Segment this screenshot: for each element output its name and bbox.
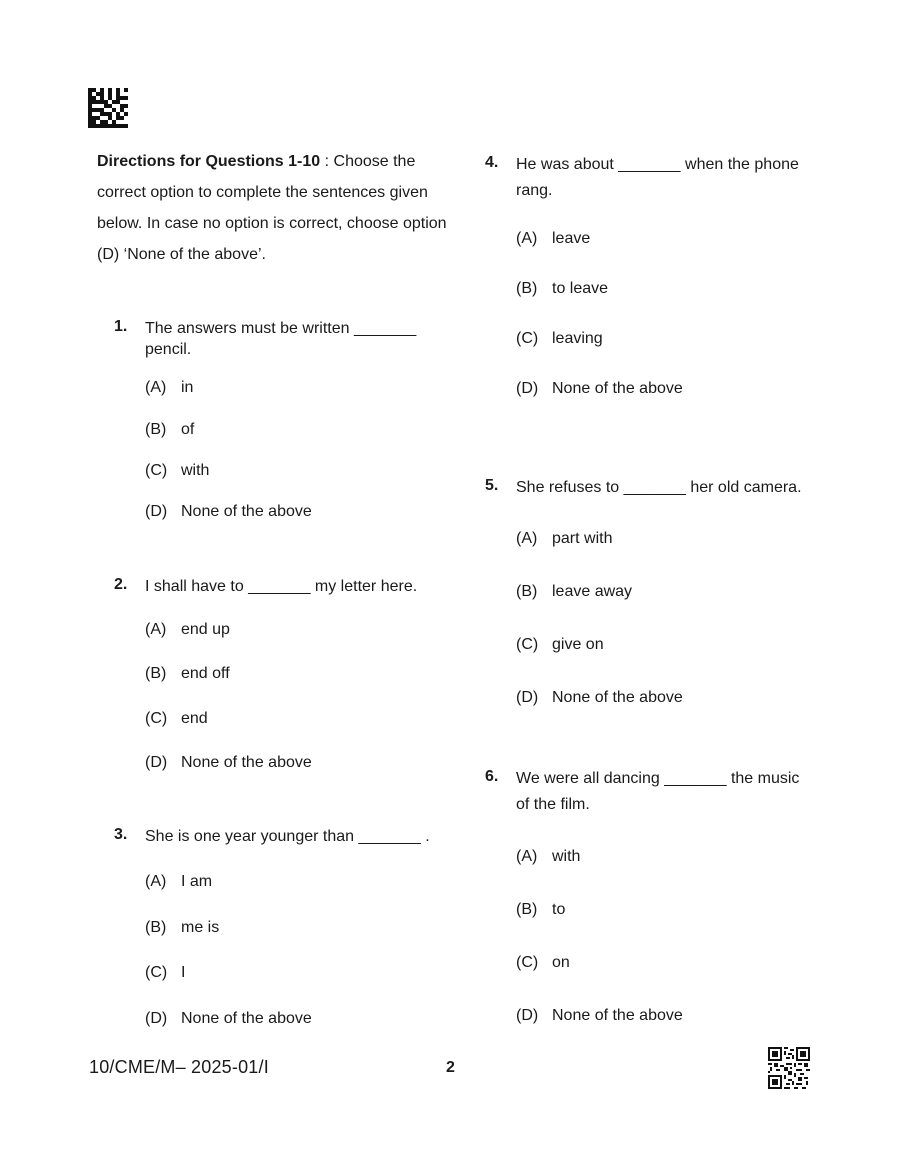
option-text-d: None of the above (552, 380, 683, 397)
option-label-a: (A) (145, 621, 167, 638)
option-label-a: (A) (516, 848, 538, 865)
question-text-line1: She is one year younger than _______ . (145, 828, 430, 845)
question-text-line2: pencil. (145, 341, 192, 358)
option-label-b: (B) (516, 583, 538, 600)
option-label-a: (A) (145, 379, 167, 396)
option-label-c: (C) (516, 330, 539, 347)
option-label-b: (B) (145, 421, 167, 438)
option-label-b: (B) (145, 919, 167, 936)
option-text-a: in (181, 379, 194, 396)
option-label-d: (D) (516, 689, 539, 706)
option-label-c: (C) (516, 954, 539, 971)
option-text-c: leaving (552, 330, 603, 347)
option-label-a: (A) (516, 230, 538, 247)
question-text-line2: of the film. (516, 796, 590, 813)
option-text-b: to leave (552, 280, 609, 297)
option-text-a: part with (552, 530, 613, 547)
option-label-c: (C) (145, 462, 168, 479)
option-text-b: leave away (552, 583, 633, 600)
option-label-d: (D) (516, 1007, 539, 1024)
option-label-b: (B) (516, 901, 538, 918)
option-label-c: (C) (516, 636, 539, 653)
option-text-d: None of the above (552, 1007, 683, 1024)
option-text-c: give on (552, 636, 604, 653)
option-text-d: None of the above (181, 754, 312, 771)
question-number: 4. (485, 154, 499, 171)
option-label-b: (B) (516, 280, 538, 297)
directions-heading: Directions for Questions 1-10 (97, 153, 321, 170)
option-label-b: (B) (145, 665, 167, 682)
option-text-c: on (552, 954, 570, 971)
question-text-line1: He was about _______ when the phone (516, 156, 799, 173)
directions-body: : Choose the correct option to complete the sentences given below. In case no option is correct, choose option (D) ‘None of the above’. (97, 153, 447, 263)
option-label-c: (C) (145, 964, 168, 981)
question-text-line1: We were all dancing _______ the music (516, 770, 800, 787)
option-text-c: with (181, 462, 210, 479)
option-text-c: end (181, 710, 208, 727)
option-label-d: (D) (145, 503, 168, 520)
question-text-line1: I shall have to _______ my letter here. (145, 578, 418, 595)
question-number: 6. (485, 768, 499, 785)
directions-text (97, 146, 447, 270)
question-number: 3. (114, 826, 128, 843)
question-text-line1: She refuses to _______ her old camera. (516, 479, 802, 496)
question-number: 5. (485, 477, 499, 494)
question-text-line1: The answers must be written _______ (145, 320, 417, 337)
option-text-c: I (181, 964, 186, 981)
option-label-d: (D) (145, 1010, 168, 1027)
option-label-c: (C) (145, 710, 168, 727)
option-text-a: with (552, 848, 581, 865)
question-number: 1. (114, 318, 128, 335)
option-label-d: (D) (145, 754, 168, 771)
page-number: 2 (446, 1059, 455, 1076)
option-label-a: (A) (516, 530, 538, 547)
option-label-a: (A) (145, 873, 167, 890)
option-label-d: (D) (516, 380, 539, 397)
option-text-a: end up (181, 621, 230, 638)
option-text-b: me is (181, 919, 220, 936)
option-text-a: I am (181, 873, 213, 890)
qr-code-icon (768, 1047, 810, 1089)
option-text-d: None of the above (181, 503, 312, 520)
datamatrix-code-icon (88, 88, 128, 128)
question-number: 2. (114, 576, 128, 593)
paper-code: 10/CME/M– 2025-01/I (89, 1057, 269, 1077)
option-text-b: end off (181, 665, 230, 682)
option-text-a: leave (552, 230, 591, 247)
option-text-b: of (181, 421, 195, 438)
option-text-d: None of the above (181, 1010, 312, 1027)
option-text-d: None of the above (552, 689, 683, 706)
option-text-b: to (552, 901, 566, 918)
question-text-line2: rang. (516, 182, 553, 199)
